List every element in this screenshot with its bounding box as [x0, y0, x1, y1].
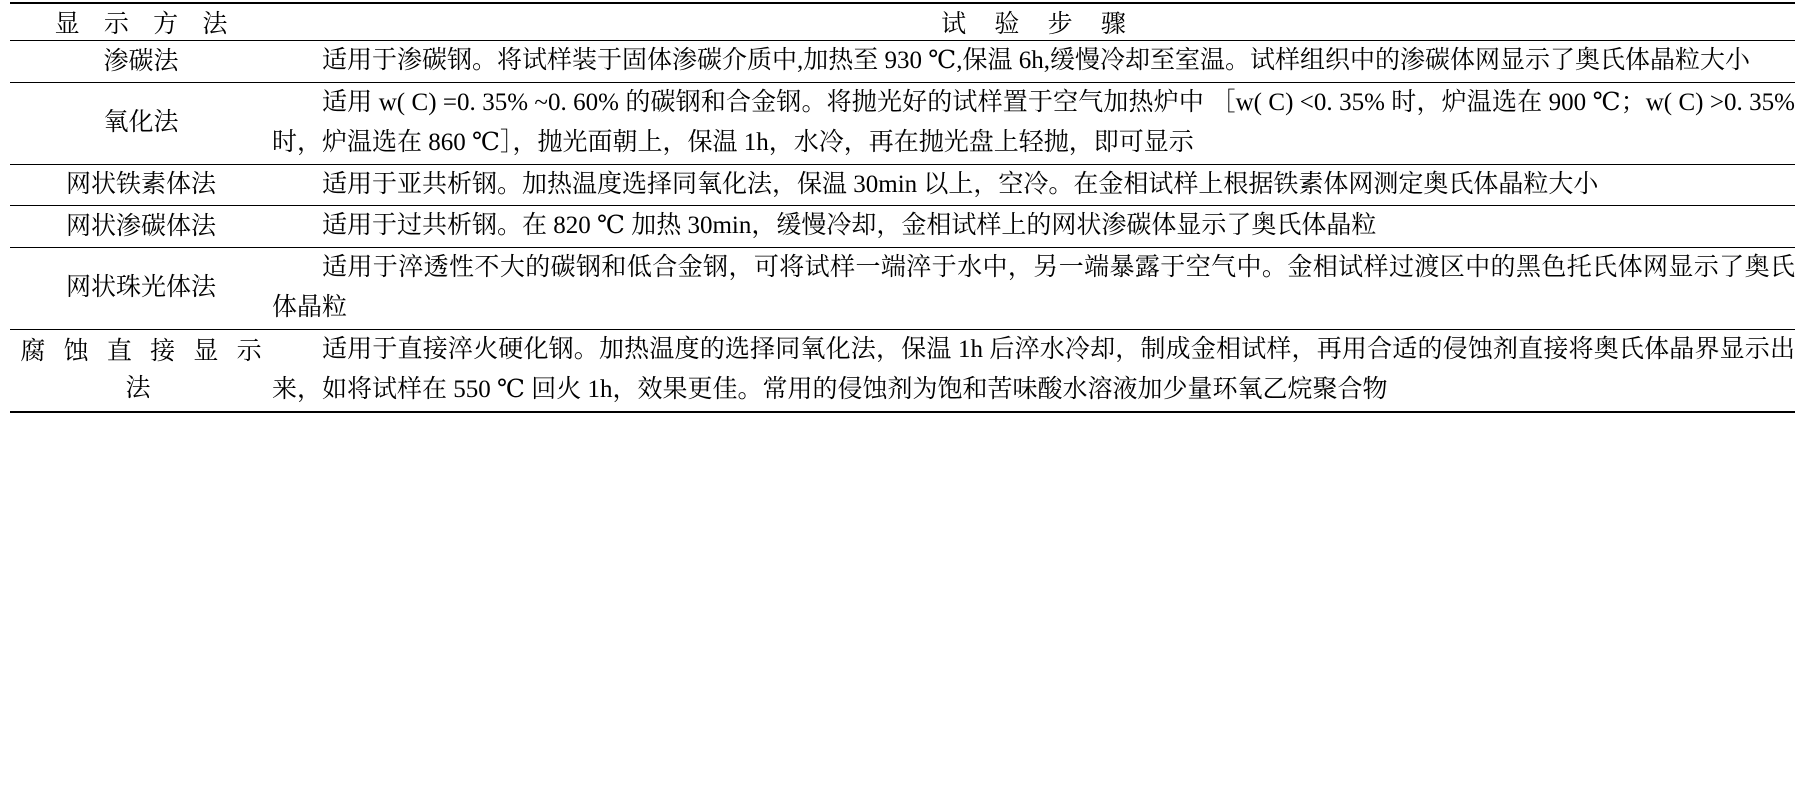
- method-steps-text: 适用于过共析钢。在 820 ℃ 加热 30min，缓慢冷却，金相试样上的网状渗碳体显示了奥氏体晶粒: [322, 212, 1377, 239]
- method-steps-text: 适用 w( C) =0. 35% ~0. 60% 的碳钢和合金钢。将抛光好的试样置于空气加热炉中 ［w( C) <0. 35% 时，炉温选在 900 ℃；w( C) >0. 35% 时，炉温选在 860 ℃］，抛光面朝上，保温 1h，水冷，再在抛光盘上轻抛，即可显示: [272, 88, 1795, 156]
- table-row: [10, 206, 1795, 248]
- table-row: [10, 82, 1795, 164]
- method-steps: [272, 329, 1795, 412]
- method-steps-text: 适用于直接淬火硬化钢。加热温度的选择同氧化法，保温 1h 后淬水冷却，制成金相试样，再用合适的侵蚀剂直接将奥氏体晶界显示出来，如将试样在 550 ℃ 回火 1h，效果更佳。常用的侵蚀剂为饱和苦味酸水溶液加少量环氧乙烷聚合物: [272, 335, 1795, 403]
- method-steps: [272, 41, 1795, 83]
- table-row: [10, 329, 1795, 412]
- method-name: 氧化法: [10, 82, 272, 164]
- table-row: [10, 41, 1795, 83]
- method-steps: [272, 164, 1795, 206]
- method-name: 腐 蚀 直 接 显 示 法: [10, 329, 272, 412]
- method-steps: [272, 206, 1795, 248]
- method-name: 网状渗碳体法: [10, 206, 272, 248]
- method-steps-text: 适用于淬透性不大的碳钢和低合金钢，可将试样一端淬于水中，另一端暴露于空气中。金相试样过渡区中的黑色托氏体网显示了奥氏体晶粒: [272, 253, 1795, 321]
- column-header-method: 显 示 方 法: [10, 3, 272, 41]
- method-steps: [272, 247, 1795, 329]
- experiment-methods-table: [10, 2, 1795, 413]
- table-row: [10, 247, 1795, 329]
- method-steps-text: 适用于亚共析钢。加热温度选择同氧化法，保温 30min 以上，空冷。在金相试样上根据铁素体网测定奥氏体晶粒大小: [322, 170, 1599, 198]
- method-name: 渗碳法: [10, 41, 272, 83]
- table-row: [10, 164, 1795, 206]
- method-name: 网状珠光体法: [10, 247, 272, 329]
- method-name: 网状铁素体法: [10, 164, 272, 206]
- document-page: [0, 2, 1805, 785]
- method-steps-text: 适用于渗碳钢。将试样装于固体渗碳介质中,加热至 930 ℃,保温 6h,缓慢冷却至室温。试样组织中的渗碳体网显示了奥氏体晶粒大小: [322, 47, 1750, 74]
- table-header-row: [10, 3, 1795, 41]
- method-steps: [272, 82, 1795, 164]
- column-header-steps: 试 验 步 骤: [272, 3, 1795, 41]
